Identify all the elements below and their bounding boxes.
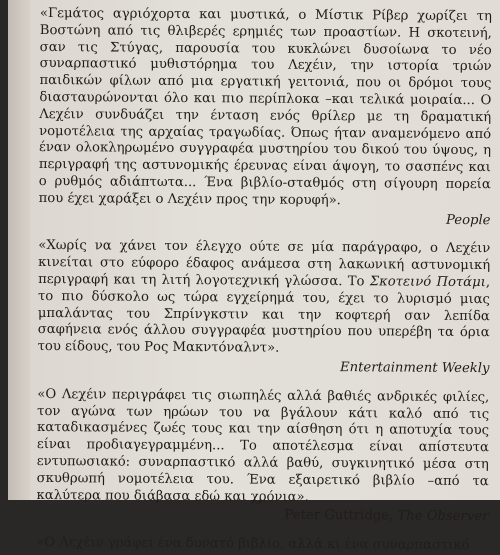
book-page (8, 0, 500, 554)
review-author: Peter Guttridge, (284, 508, 394, 524)
book-title: Σκοτεινό Ποτάμι (369, 274, 486, 291)
review-quote-1: «Γεμάτος αγριόχορτα και μυστικά, ο Μίστικ Ρίβερ χωρίζει τη Βοστώνη από τις θλιβερές ερημιές των προαστίων. Η σκοτεινή, σαν τις Στύγας, παρουσία του κυκλώνει δυσοίωνα το νέο συναρπαστικό μυθιστόρημα του Λεχέιν, την ιστορία τριών παιδικών φίλων από μια εργατική γειτονιά, που οι δρόμοι τους διασταυρώνονται όλο και πιο περίπλοκα –και τελικά μοιραία... Ο Λεχέιν συνδυάζει την ένταση ενός θρίλερ με τη δραματική νομοτέλεια της αρχαίας τραγωδίας. Όπως ήταν αναμενόμενο από έναν ολοκληρωμένο συγγραφέα μυστηρίου του δικού του ύψους, η περιγραφή της αστυνομικής έρευνας είναι άψογη, το σασπένς και ο ρυθμός αδιάπτωτα... Ένα βιβλίο-σταθμός στη σίγουρη πορεία που έχει χαράξει ο Λεχέιν προς την κορυφή». (38, 6, 492, 208)
review-quote-2 (38, 238, 491, 359)
cutoff-line: «Ο Λεχέιν γράφει ένα δυνατό βιβλίο, αλλά κι ένα συναρπαστικό (36, 535, 470, 554)
review-quote-2-part-b: , το πιο δύσκολο ως τώρα εγχείρημά του, έχει το λυρισμό μιας μπαλάντας του Σπρίνγκστιν και την κοφτερή σαν λεπίδα σαφήνεια ενός άλλου συγγραφέα μυστηρίου που υπερέβη τα όρια του είδους, του Ρος Μακντόναλντ». (37, 275, 491, 356)
review-source-1: People (445, 212, 491, 228)
page-gutter-shadow (8, 0, 30, 500)
review-quote-3: «Ο Λεχέιν περιγράφει τις σιωπηλές αλλά βαθιές ανδρικές φιλίες, τον αγώνα των ηρώων του να βγάλουν κάτι καλό από τις καταδικασμένες ζωές τους και την αίσθηση ότι η αποτυχία τους είναι προδιαγεγραμμένη... Το αποτέλεσμα είναι απίστευτα εντυπωσιακό: συναρπαστικό αλλά βαθύ, συγκινητικό μέσα στη σκυθρωπή νομοτέλεια του. Ένα εξαιρετικό βιβλίο –από τα καλύτερα που διάβασα εδώ και χρόνια». (36, 386, 490, 505)
review-source-2: Entertainment Weekly (339, 360, 490, 377)
review-quote-2-part-a: «Χωρίς να χάνει τον έλεγχο ούτε σε μία παράγραφο, ο Λεχέιν κινείται στο εύφορο έδαφος ανάμεσα στη λακωνική αστυνομική περιγραφή και τη λιτή λογοτεχνική γλώσσα. Το (38, 238, 491, 290)
review-source-3 (36, 506, 488, 526)
reviews-column (36, 6, 492, 554)
review-paper: The Observer (397, 508, 489, 525)
